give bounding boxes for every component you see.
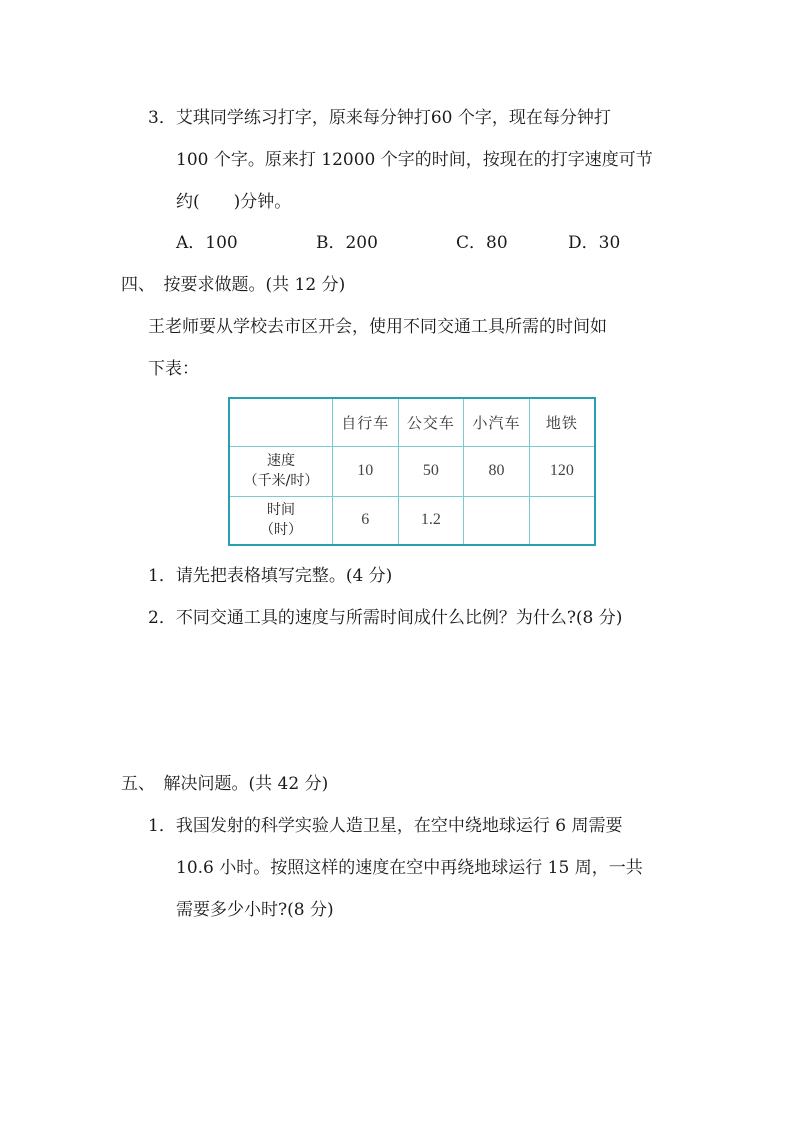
section4-heading: 四、 按要求做题。(共 12 分) [121, 275, 346, 295]
cell-speed-subway: 120 [529, 446, 595, 496]
header-subway: 地铁 [529, 398, 595, 446]
section5-q1-line-2: 10.6 小时。按照这样的速度在空中再绕地球运行 15 周，一共 [176, 858, 643, 878]
cell-time-car[interactable] [464, 496, 530, 545]
section4-q2: 2．不同交通工具的速度与所需时间成什么比例？为什么?(8 分) [148, 608, 623, 628]
cell-time-subway[interactable] [529, 496, 595, 545]
section4-intro-line-2: 下表： [148, 359, 199, 379]
row-label-speed-title: 速度 [267, 453, 295, 469]
section4-intro-line-1: 王老师要从学校去市区开会，使用不同交通工具所需的时间如 [148, 317, 607, 337]
row-label-time [229, 496, 333, 545]
q3-line-1: 3．艾琪同学练习打字，原来每分钟打60 个字，现在每分钟打 [148, 108, 611, 128]
q3-option-b[interactable]: B．200 [316, 233, 378, 253]
section5-q1-line-1: 1．我国发射的科学实验人造卫星，在空中绕地球运行 6 周需要 [148, 816, 623, 836]
section5-q1-line-3: 需要多少小时?(8 分) [176, 900, 334, 920]
q3-line-2: 100 个字。原来打 12000 个字的时间，按现在的打字速度可节 [176, 150, 653, 170]
cell-time-bicycle: 6 [333, 496, 399, 545]
header-bus: 公交车 [398, 398, 464, 446]
header-bicycle: 自行车 [333, 398, 399, 446]
table-row-time [229, 496, 595, 545]
q3-option-d[interactable]: D．30 [568, 233, 621, 253]
q3-option-c[interactable]: C．80 [456, 233, 508, 253]
q3-option-a[interactable]: A．100 [176, 233, 238, 253]
row-label-time-unit: （时） [260, 522, 302, 539]
row-label-time-title: 时间 [267, 502, 295, 519]
section4-q1: 1．请先把表格填写完整。(4 分) [148, 566, 393, 586]
row-label-speed [229, 446, 333, 496]
q3-line-3: 约( )分钟。 [176, 192, 292, 212]
cell-speed-bus: 50 [398, 446, 464, 496]
header-car: 小汽车 [464, 398, 530, 446]
table-corner-cell [229, 398, 333, 446]
section5-heading: 五、 解决问题。(共 42 分) [121, 774, 329, 794]
cell-speed-car: 80 [464, 446, 530, 496]
row-label-speed-unit: （千米/时） [243, 473, 319, 489]
table-row-speed [229, 446, 595, 496]
cell-speed-bicycle: 10 [333, 446, 399, 496]
transport-table [228, 397, 596, 546]
cell-time-bus: 1.2 [398, 496, 464, 545]
table-header-row [229, 398, 595, 446]
